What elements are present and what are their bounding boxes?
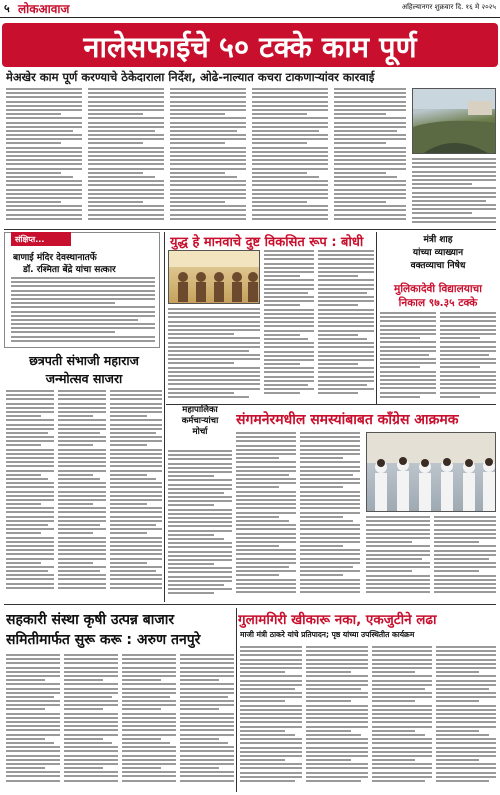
school-body-column: [440, 312, 496, 402]
lead-body-column: [412, 158, 496, 226]
buddha-photo: [168, 250, 260, 304]
drain-photo-art: [413, 89, 496, 154]
market-body-column: [6, 654, 60, 792]
congress-body-column: [236, 432, 296, 600]
buddha-body-column: [168, 308, 260, 402]
lead-subhead: मेअखेर काम पूर्ण करण्याचे ठेकेदाराला निर्देश, ओढे-नाल्यात कचरा टाकणाऱ्यांवर कारवाई: [6, 70, 375, 84]
column-divider: [376, 232, 377, 404]
minister-headline: [380, 232, 496, 272]
market-body-column: [122, 654, 176, 792]
school-body-column: [380, 312, 436, 402]
brief-tag: संक्षिप्त...: [11, 232, 71, 246]
rally-box: [168, 404, 232, 448]
slavery-body-column: [372, 646, 432, 792]
minister-headline-2: यांच्या व्याख्यान: [412, 248, 464, 258]
rally-headline-2: कर्मचाऱ्यांचा: [181, 416, 219, 426]
congress-body-column: [366, 516, 430, 600]
brief-body: [11, 277, 155, 345]
rally-body-column: [168, 450, 232, 600]
lead-body-column: [334, 88, 406, 226]
buddha-body-column: [264, 250, 314, 402]
market-headline-2: समितीमार्फत सुरू करू : अरुण तनपुरे: [6, 632, 201, 648]
slavery-body-column: [240, 646, 302, 792]
congress-photo: [366, 432, 496, 512]
minister-headline-3: वक्तव्याचा निषेध: [410, 261, 466, 271]
lead-body-column: [88, 88, 164, 226]
congress-headline: संगमनेरमधील समस्यांबाबत काँग्रेस आक्रमक: [236, 412, 459, 428]
congress-body-column: [434, 516, 496, 600]
slavery-body-column: [436, 646, 496, 792]
buddha-headline: युद्ध हे मानवाचे दुष्ट विकसित रूप : बोधी: [170, 235, 364, 250]
brief-title: बाणाई मंदिर देवस्थानातर्फे: [13, 253, 97, 263]
sambhaji-body-column: [110, 390, 162, 600]
school-headline-2: निकाल ९७.३५ टक्के: [398, 297, 478, 309]
school-headline-1: मुलिकादेवी विद्यालयाचा: [394, 283, 482, 295]
column-divider: [164, 232, 165, 602]
brand-logo: लोकआवाज: [18, 2, 70, 16]
drain-photo: [412, 88, 496, 154]
masthead: [0, 0, 500, 18]
section-divider: [166, 404, 496, 405]
congress-body-column: [300, 432, 360, 600]
slavery-headline: गुलामगिरी खीकारू नका, एकजुटीने लढा: [238, 612, 437, 628]
sambhaji-headline: छत्रपती संभाजी महाराज: [29, 353, 139, 368]
buddha-photo-art: [169, 251, 260, 304]
slavery-body-column: [306, 646, 368, 792]
sambhaji-body-column: [6, 390, 54, 600]
page-number: ५: [4, 2, 10, 15]
lead-headline: नालेसफाईचे ५० टक्के काम पूर्ण: [83, 30, 417, 64]
section-divider: [4, 229, 496, 230]
slavery-subhead: माजी मंत्री ठाकरे यांचे प्रतिपादन; पृष्ठ यांच्या उपस्थितीत कार्यक्रम: [240, 630, 415, 639]
brief-title-2: डॉ. रश्मिता बेंद्रे यांचा सत्कार: [23, 265, 116, 275]
lead-headline-banner: [2, 23, 498, 67]
market-body-column: [64, 654, 118, 792]
column-divider: [236, 608, 237, 792]
brief-box: [4, 232, 160, 348]
buddha-body-column: [318, 250, 374, 402]
congress-photo-art: [367, 433, 496, 512]
market-headline-1: सहकारी संस्था कृषी उत्पन्न बाजार: [6, 612, 175, 628]
minister-headline-1: मंत्री शाह: [423, 235, 453, 245]
lead-body-column: [170, 88, 246, 226]
rally-headline-1: महापालिका: [182, 405, 218, 415]
edition-date: अहिल्यानगर शुक्रवार दि. १६ मे २०२५: [401, 3, 496, 11]
lead-body-column: [6, 88, 82, 226]
sambhaji-body-column: [58, 390, 106, 600]
rally-headline-3: मोर्चा: [192, 427, 208, 437]
market-body-column: [180, 654, 234, 792]
sambhaji-headline-2: जन्मोत्सव साजरा: [45, 371, 123, 386]
lead-body-column: [252, 88, 328, 226]
section-divider: [4, 604, 496, 605]
